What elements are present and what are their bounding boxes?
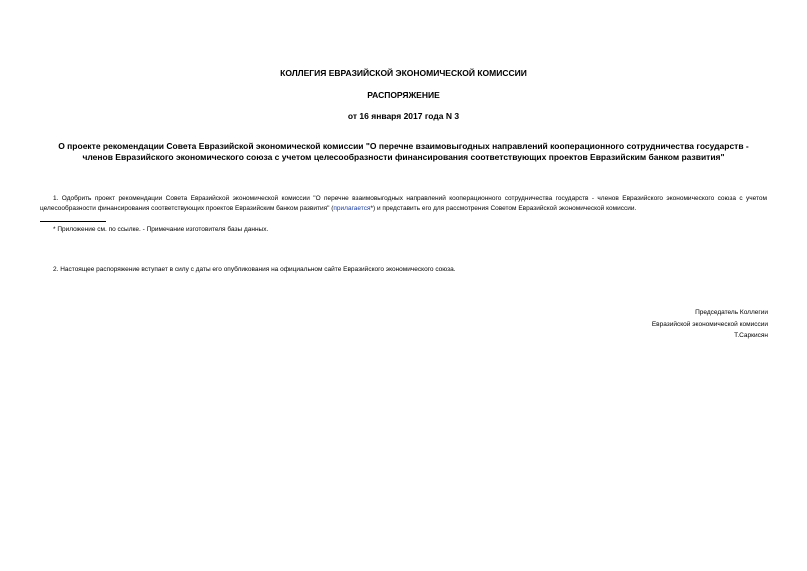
signature-block bbox=[652, 307, 768, 342]
paragraph-1 bbox=[40, 194, 767, 213]
signatory-position-line-1: Председатель Коллегии bbox=[695, 309, 768, 316]
organization-heading: КОЛЛЕГИЯ ЕВРАЗИЙСКОЙ ЭКОНОМИЧЕСКОЙ КОМИССИИ bbox=[280, 68, 527, 78]
footnote: * Приложение см. по ссылке. - Примечание изготовителя базы данных. bbox=[53, 226, 269, 233]
paragraph-1-text-start: 1. Одобрить проект рекомендации Совета Евразийской экономической комиссии "О перечне взаимовыгодных направлений кооперационного сотрудничества государств - членов Евразийского экономического союза с учетом целесообразности финансирования соответствующих проектов Евразийским банком развития" ( bbox=[40, 195, 767, 212]
document-title bbox=[38, 141, 769, 163]
document-date: от 16 января 2017 года N 3 bbox=[347, 111, 460, 121]
document-title-line-2: членов Евразийского экономического союза с учетом целесообразности финансирования соответствующих проектов Евразийским банком развития" bbox=[82, 152, 725, 162]
attachment-link[interactable]: прилагается bbox=[333, 204, 371, 212]
document-title-line-1: О проекте рекомендации Совета Евразийской экономической комиссии "О перечне взаимовыгодных направлений кооперационного сотрудничества государств - bbox=[58, 141, 749, 151]
signatory-name: Т.Саркисян bbox=[734, 332, 768, 339]
paragraph-2: 2. Настоящее распоряжение вступает в силу с даты его опубликования на официальном сайте Евразийского экономического союза. bbox=[53, 266, 456, 273]
paragraph-1-text-end: *) и представить его для рассмотрения Советом Евразийской экономической комиссии. bbox=[370, 204, 637, 212]
footnote-divider bbox=[40, 221, 106, 222]
signatory-position-line-2: Евразийской экономической комиссии bbox=[651, 320, 768, 328]
document-type-heading: РАСПОРЯЖЕНИЕ bbox=[367, 90, 440, 100]
